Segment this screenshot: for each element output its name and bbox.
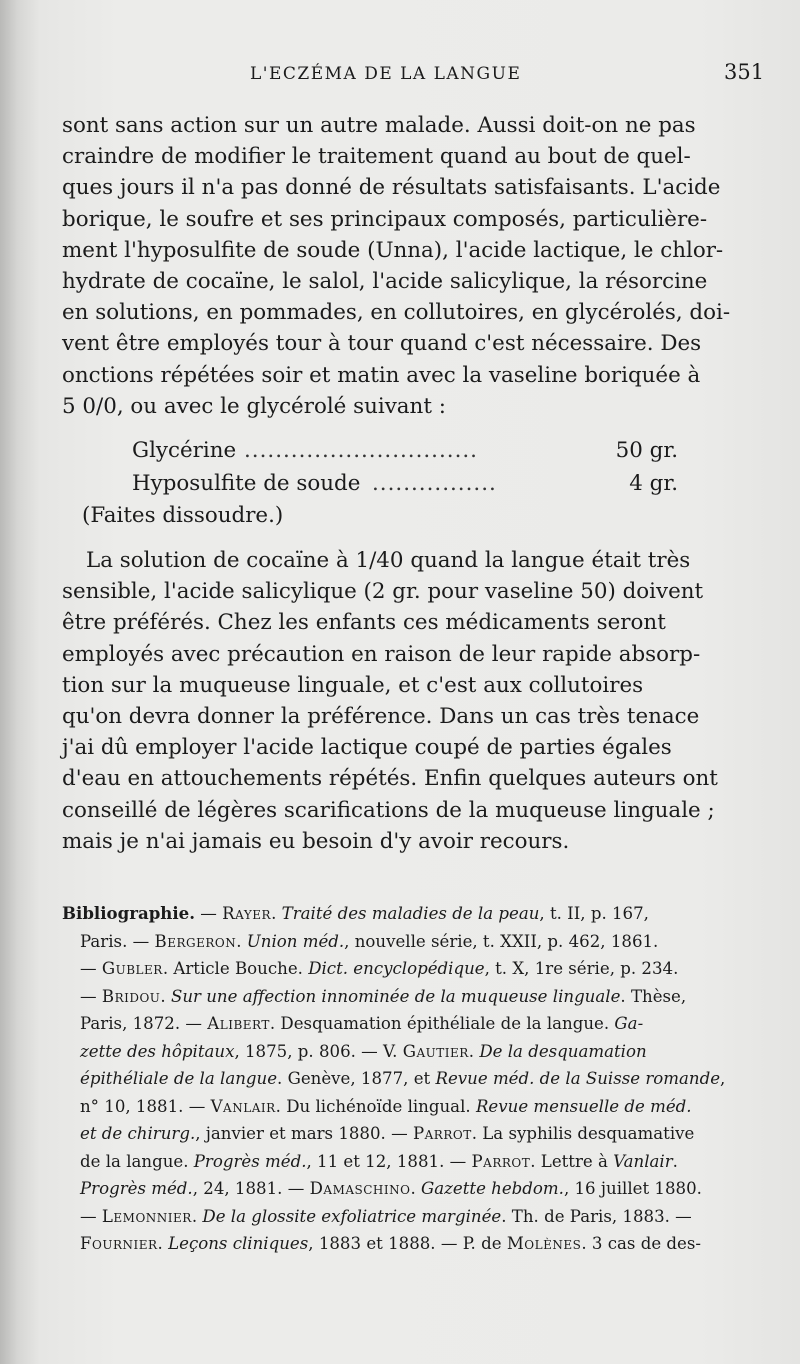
citation-text: . [271, 904, 282, 923]
formula-note: (Faites dissoudre.) [82, 503, 284, 529]
citation-text: . [236, 931, 247, 951]
citation-text: Paris. — [80, 931, 155, 951]
citation-text: , 1883 et 1888. — P. de [308, 1234, 507, 1253]
paragraph-2 [62, 545, 740, 857]
work-title: zette des hôpitaux [80, 1041, 235, 1061]
ingredient-quantity: 4 gr. [629, 471, 678, 497]
work-title: Progrès méd. [80, 1179, 193, 1198]
author-name: Parrot [471, 1151, 531, 1171]
text-line: craindre de modifier le traitement quand au bout de quel- [62, 144, 691, 170]
work-title: De la desquamation [479, 1041, 647, 1061]
work-title: Traité des maladies de la peau [281, 904, 540, 923]
work-title: Revue méd. de la Suisse romande [435, 1069, 721, 1088]
citation-text: . Desquamation épithéliale de la langue. [269, 1014, 615, 1033]
author-name: Bergeron [154, 931, 237, 951]
citation-text: , t. X, 1re série, p. 234. [484, 959, 679, 978]
citation-text: . Thèse, [620, 986, 687, 1006]
author-name: Damaschino [309, 1179, 411, 1198]
citation-text: . [672, 1151, 678, 1171]
work-title: Leçons cliniques [168, 1234, 309, 1253]
citation-text: , janvier et mars 1880. — [195, 1124, 413, 1143]
text-line: employés avec précaution en raison de leur rapide absorp- [62, 641, 701, 667]
author-name: Rayer [222, 904, 272, 923]
bibliography-line [62, 1148, 748, 1176]
author-name: Bridou [101, 986, 161, 1006]
text-line: borique, le soufre et ses principaux composés, particulière- [62, 206, 708, 232]
main-text [62, 110, 740, 857]
text-line: être préférés. Chez les enfants ces médicaments seront [62, 610, 666, 636]
bibliography-line [62, 1120, 748, 1148]
citation-text: . Du lichénoïde lingual. [275, 1096, 476, 1116]
citation-text: . La syphilis desquamative [471, 1124, 695, 1143]
bibliography-line [62, 1038, 748, 1066]
work-title: Dict. encyclopédique [308, 959, 485, 978]
author-name: Molènes [506, 1234, 582, 1253]
ingredient-name: Hyposulfite de soude [132, 471, 361, 497]
ingredient-quantity: 50 gr. [615, 438, 678, 464]
citation-text: . Genève, 1877, et [277, 1069, 436, 1088]
prescription-formula [62, 434, 740, 531]
citation-text: — [195, 904, 223, 923]
citation-text: . [157, 1234, 169, 1253]
bibliography-heading: Bibliographie. [62, 903, 196, 923]
citation-text: . Lettre à [530, 1151, 614, 1171]
citation-text: . [160, 986, 171, 1006]
running-title: L'ECZÉMA DE LA LANGUE [250, 64, 522, 84]
citation-text: de la langue. [80, 1151, 194, 1171]
text-line: en solutions, en pommades, en collutoires, en glycérolés, doi- [62, 300, 731, 326]
author-name: Gautier [402, 1041, 469, 1061]
work-title: De la glossite exfoliatrice marginée [202, 1206, 502, 1226]
text-line: j'ai dû employer l'acide lactique coupé de parties égales [62, 735, 672, 761]
text-line: ment l'hyposulfite de soude (Unna), l'acide lactique, le chlor- [62, 237, 724, 263]
bibliography [62, 900, 748, 1258]
citation-text: . 3 cas de des- [581, 1234, 701, 1253]
work-title: Sur une affection innominée de la muqueuse linguale [170, 986, 621, 1006]
text-line: ques jours il n'a pas donné de résultats satisfaisants. L'acide [62, 175, 721, 201]
leader-dots: .............................. [244, 438, 478, 464]
bibliography-line [62, 928, 748, 956]
paragraph-1 [62, 110, 740, 422]
citation-text: , t. II, p. 167, [539, 904, 649, 923]
citation-text: . Article Bouche. [162, 959, 309, 978]
citation-text: — [80, 1206, 102, 1226]
text-line: vent être employés tour à tour quand c'est nécessaire. Des [62, 331, 702, 357]
bibliography-line [62, 1175, 748, 1203]
text-line: sensible, l'acide salicylique (2 gr. pour vaseline 50) doivent [62, 579, 704, 605]
bibliography-line [62, 1010, 748, 1038]
bibliography-line [62, 1093, 748, 1121]
text-line: conseillé de légères scarifications de la muqueuse linguale ; [62, 797, 715, 823]
text-line: onctions répétées soir et matin avec la vaseline boriquée à [62, 362, 701, 388]
page-header [0, 60, 800, 96]
citation-text: . [410, 1179, 422, 1198]
text-line: 5 0/0, ou avec le glycérolé suivant : [62, 393, 446, 419]
citation-text: n° 10, 1881. — [80, 1096, 211, 1116]
citation-text: , 24, 1881. — [192, 1179, 310, 1198]
work-title: Progrès méd. [193, 1151, 307, 1171]
text-line: sont sans action sur un autre malade. Aussi doit-on ne pas [62, 113, 696, 138]
citation-text: , 11 et 12, 1881. — [306, 1151, 472, 1171]
text-line: qu'on devra donner la préférence. Dans un cas très tenace [62, 704, 700, 730]
work-title: Ga- [614, 1014, 644, 1033]
author-name: Parrot [412, 1124, 472, 1143]
work-title: Revue mensuelle de méd. [475, 1096, 692, 1116]
formula-row [62, 467, 740, 500]
bibliography-first-line [62, 900, 748, 928]
text-line: La solution de cocaïne à 1/40 quand la langue était très [86, 548, 691, 574]
bibliography-line [62, 1203, 748, 1231]
author-name: Gubler [101, 959, 163, 978]
work-title: Gazette hebdom. [421, 1179, 564, 1198]
citation-text: , [720, 1069, 726, 1088]
citation-text: . [191, 1206, 203, 1226]
citation-text: Paris, 1872. — [80, 1014, 208, 1033]
text-line: tion sur la muqueuse linguale, et c'est aux collutoires [62, 672, 644, 698]
text-line: hydrate de cocaïne, le salol, l'acide salicylique, la résorcine [62, 269, 708, 295]
bibliography-line [62, 955, 748, 983]
author-name: Fournier [80, 1234, 158, 1253]
text-line: mais je n'ai jamais eu besoin d'y avoir recours. [62, 828, 570, 854]
leader-dots: ................ [372, 471, 497, 497]
formula-row [62, 434, 740, 467]
citation-text: , 16 juillet 1880. [563, 1179, 702, 1198]
author-name: Vanlair [210, 1096, 276, 1116]
citation-text: — [80, 986, 102, 1006]
work-title: Union méd. [246, 931, 345, 951]
citation-text: — [80, 959, 102, 978]
citation-text: , nouvelle série, t. XXII, p. 462, 1861. [344, 931, 659, 951]
citation-text: . Th. de Paris, 1883. — [501, 1206, 692, 1226]
text-line: d'eau en attouchements répétés. Enfin quelques auteurs ont [62, 766, 718, 792]
author-name: Alibert [207, 1014, 270, 1033]
work-title: et de chirurg. [80, 1124, 196, 1143]
work-title: épithéliale de la langue [80, 1069, 278, 1088]
author-name: Lemonnier [101, 1206, 192, 1226]
bibliography-line [62, 983, 748, 1011]
page-number: 351 [724, 60, 765, 84]
work-title: Vanlair [613, 1151, 673, 1171]
citation-text: , 1875, p. 806. — V. [234, 1041, 403, 1061]
bibliography-line [62, 1065, 748, 1093]
bibliography-line [62, 1230, 748, 1258]
ingredient-name: Glycérine [132, 438, 237, 464]
citation-text: . [468, 1041, 480, 1061]
